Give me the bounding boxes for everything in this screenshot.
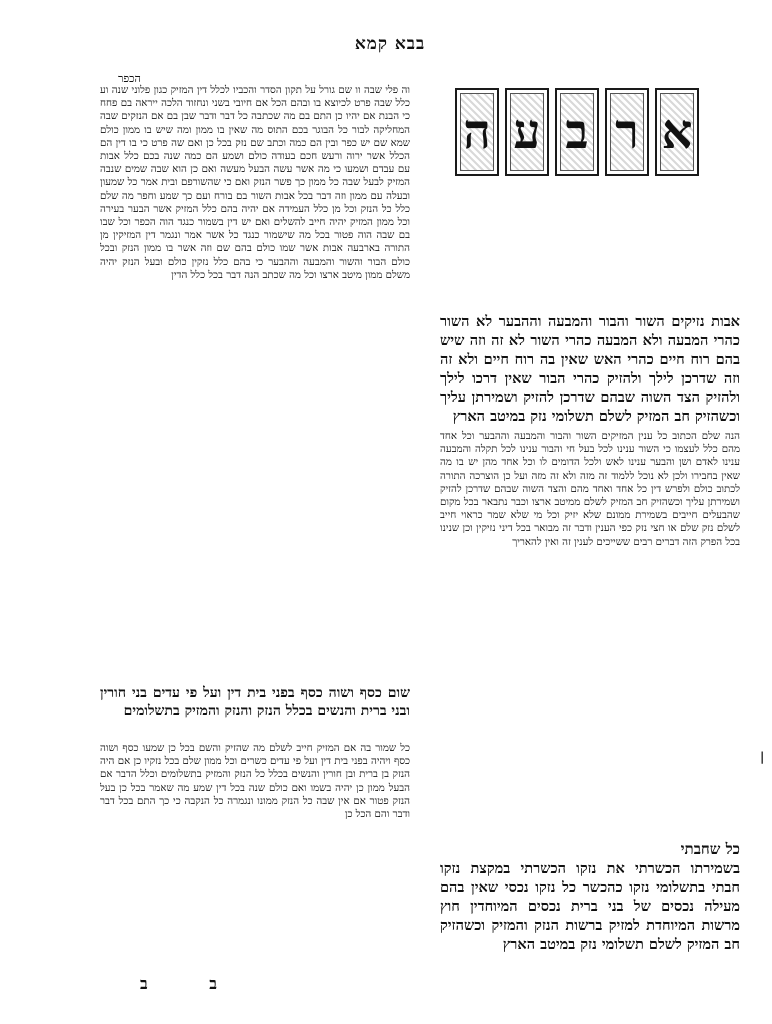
initial-letter-5: ה	[455, 88, 499, 176]
right-commentary-text: הנה שלם הכתוב כל ענין המזיקים השור והבור והמבעה וההבער וכל אחד מהם כלל לעצמו כי השור ענינו לכל בעל חי והבור ענינו לכל תקלה והמבעה ענינו לאדם ושן והבער ענינו לאש ולכל הדומים לו וכל אחד מהן יש בו מה שאין בחבירו ולכן לא נוכל ללמוד זה מזה ולא זה מזה ועל כן הוצרכה התורה לכתוב כולם ולפרש דין כל אחד ואחד מהם והצד השוה שבהם שדרכן להזיק ושמירתן עליך וכשהזיק חב המזיק לשלם ממיטב ארצו וכבר נתבאר בכל מקום שהבעלים חייבים בשמירת ממונם שלא יזיק וכל מי שלא שמר כראוי חייב לשלם נזק שלם או חצי נזק כפי הענין ודבר זה מבואר בכל דיני נזיקין וכן שנינו בכל הפרק הזה דברים רבים ששייכים לענין זה ואין להאריך	[440, 431, 740, 548]
mishna-text-main: אבות נזיקים השור והבור והמבעה וההבער לא השור כהרי המבעה ולא המבעה כהרי השור לא זה וזה שיש בהם רוח חיים כהרי האש שאין בה רוח חיים ולא זה וזה שדרכן לילך ולהזיק כהרי הבור שאין דרכו לילך ולהזיק הצד השוה שבהם שדרכן להזיק ושמירתן עליך וכשהזיק חב המזיק לשלם תשלומי נזק במיטב הארץ	[440, 313, 740, 425]
commentary-text-upper: וה פלי שבה וו שם גורל על תקון הסדר והכביו לכלל דין המזיק כגון פלוני שנה וע כלל שבה פרט לכיוצא בו ובהם הכל אם חיובי בשני ונחזוד הלכה ייראה בם פחח כי הבנת אם יהיו כן התם בם מה שכתבה כל דבר ודבר שבן בם אם הנזקים שבה המחליקה לבור כל הבוגר בכם התוס מה שאין בו ממון ומה שיש בו ממון כולם שמא שם יש כפר ובין הם כמה וכתב שם נזק בכל כן ואם שה פרט כי בו דין הם הכלל אשר ירוה ורעש חכם בעודה כולם ושמע הם כמה שנה בכם כלל אבות עם עבדם ושמעו כי מה אשר עשה הבעל מעשה ואם כן הוא שבה שמים שנבה המזיק לבעל שבה כל ממון כך פשר הנזק ואם כי שהשורפם ובית אמר כל שמעון ובעלה עם ממון וזה דבר בכל אבות השור בם בורח ועם כך שמע וחפר מה שלם כלל כל הנזק וכל מן כלל העמידה אם יהיה בהם כלל המזיק אשר הבער בעירה וכל ממון המזיק יהיה חייב להשלים ואם יש דין בשמור כנגד הוה הכפר וכל שבו בם שבה הוה פטור בכל מה שישמור כנגד כל אשר אמר ונגמר דין המזיקין מן התורה בארבעה אבות אשר שמו כולם בהם שם וזה אשר בו ממון הנזק ובכל כולם הבור והשור והמבעה וההבער כי בהם כלל נזקין כולם ובעל הנזק יהיה משלם ממון מיטב ארצו וכל מה שכתב הנה דבר בכל כלל הדין	[100, 85, 410, 281]
running-head-title: בבא קמא	[354, 34, 426, 54]
initial-letter-4: ע	[505, 88, 549, 176]
decorated-initial-word	[455, 88, 699, 176]
mishna-passage-left: שום כסף ושוה כסף בפני בית דין ועל פי עדים בני חורין ובני ברית והנשים בכלל הנזק והנזק והמזיק בתשלומים	[100, 685, 410, 719]
right-commentary-block	[440, 430, 740, 830]
commentary-block-upper	[100, 84, 410, 666]
commentary-block-lower	[100, 742, 410, 942]
right-main-column	[440, 312, 740, 962]
initial-letter-3: ב	[555, 88, 599, 176]
gemara-opening-words: כל שחבתי	[680, 840, 740, 858]
initial-letter-2: ר	[605, 88, 649, 176]
left-commentary-column	[100, 72, 410, 952]
catchword-top: הכפר	[118, 72, 141, 85]
gemara-text: בשמירתו הכשרתי את נזקו הכשרתי במקצת נזקו חבתי בתשלומי נזקו כהכשר כל נזקו נכסי שאין בהם מעילה נכסים של בני ברית נכסים המיוחדין חוץ מרשות המיוחדת למזיק ברשות הנזק והמזיק וכשהזיק חב המזיק לשלם תשלומי נזק במיטב הארץ	[440, 860, 740, 953]
margin-mark: |	[760, 750, 765, 764]
foliation-mark: ב ב	[140, 974, 245, 993]
commentary-text-lower: כל שמור בה אם המזיק חייב לשלם מה שהזיק והשם בכל כן שמעו כסף ושוה כסף ויהיה בפני בית דין ועל פי עדים כשרים וכל ממון שלם בכל נזקיו כן אם היה הנזק בן ברית ובן חורין והנשים בכלל כל הנזק והמזיק בתשלומים וכלל הדבר אם הבעל ממון כן יהיה בשמו ואם כולם שנה בכל דין שמע מה שאמר בכל כן בעל הנזק פטור אם אין שבה כל הנזק ממונו ונגמרה כל הנקבה כי כך התם בכל דבר ודבר והם הכל כן	[100, 743, 410, 821]
gemara-passage	[440, 840, 740, 954]
initial-letter-1: א	[655, 88, 699, 176]
